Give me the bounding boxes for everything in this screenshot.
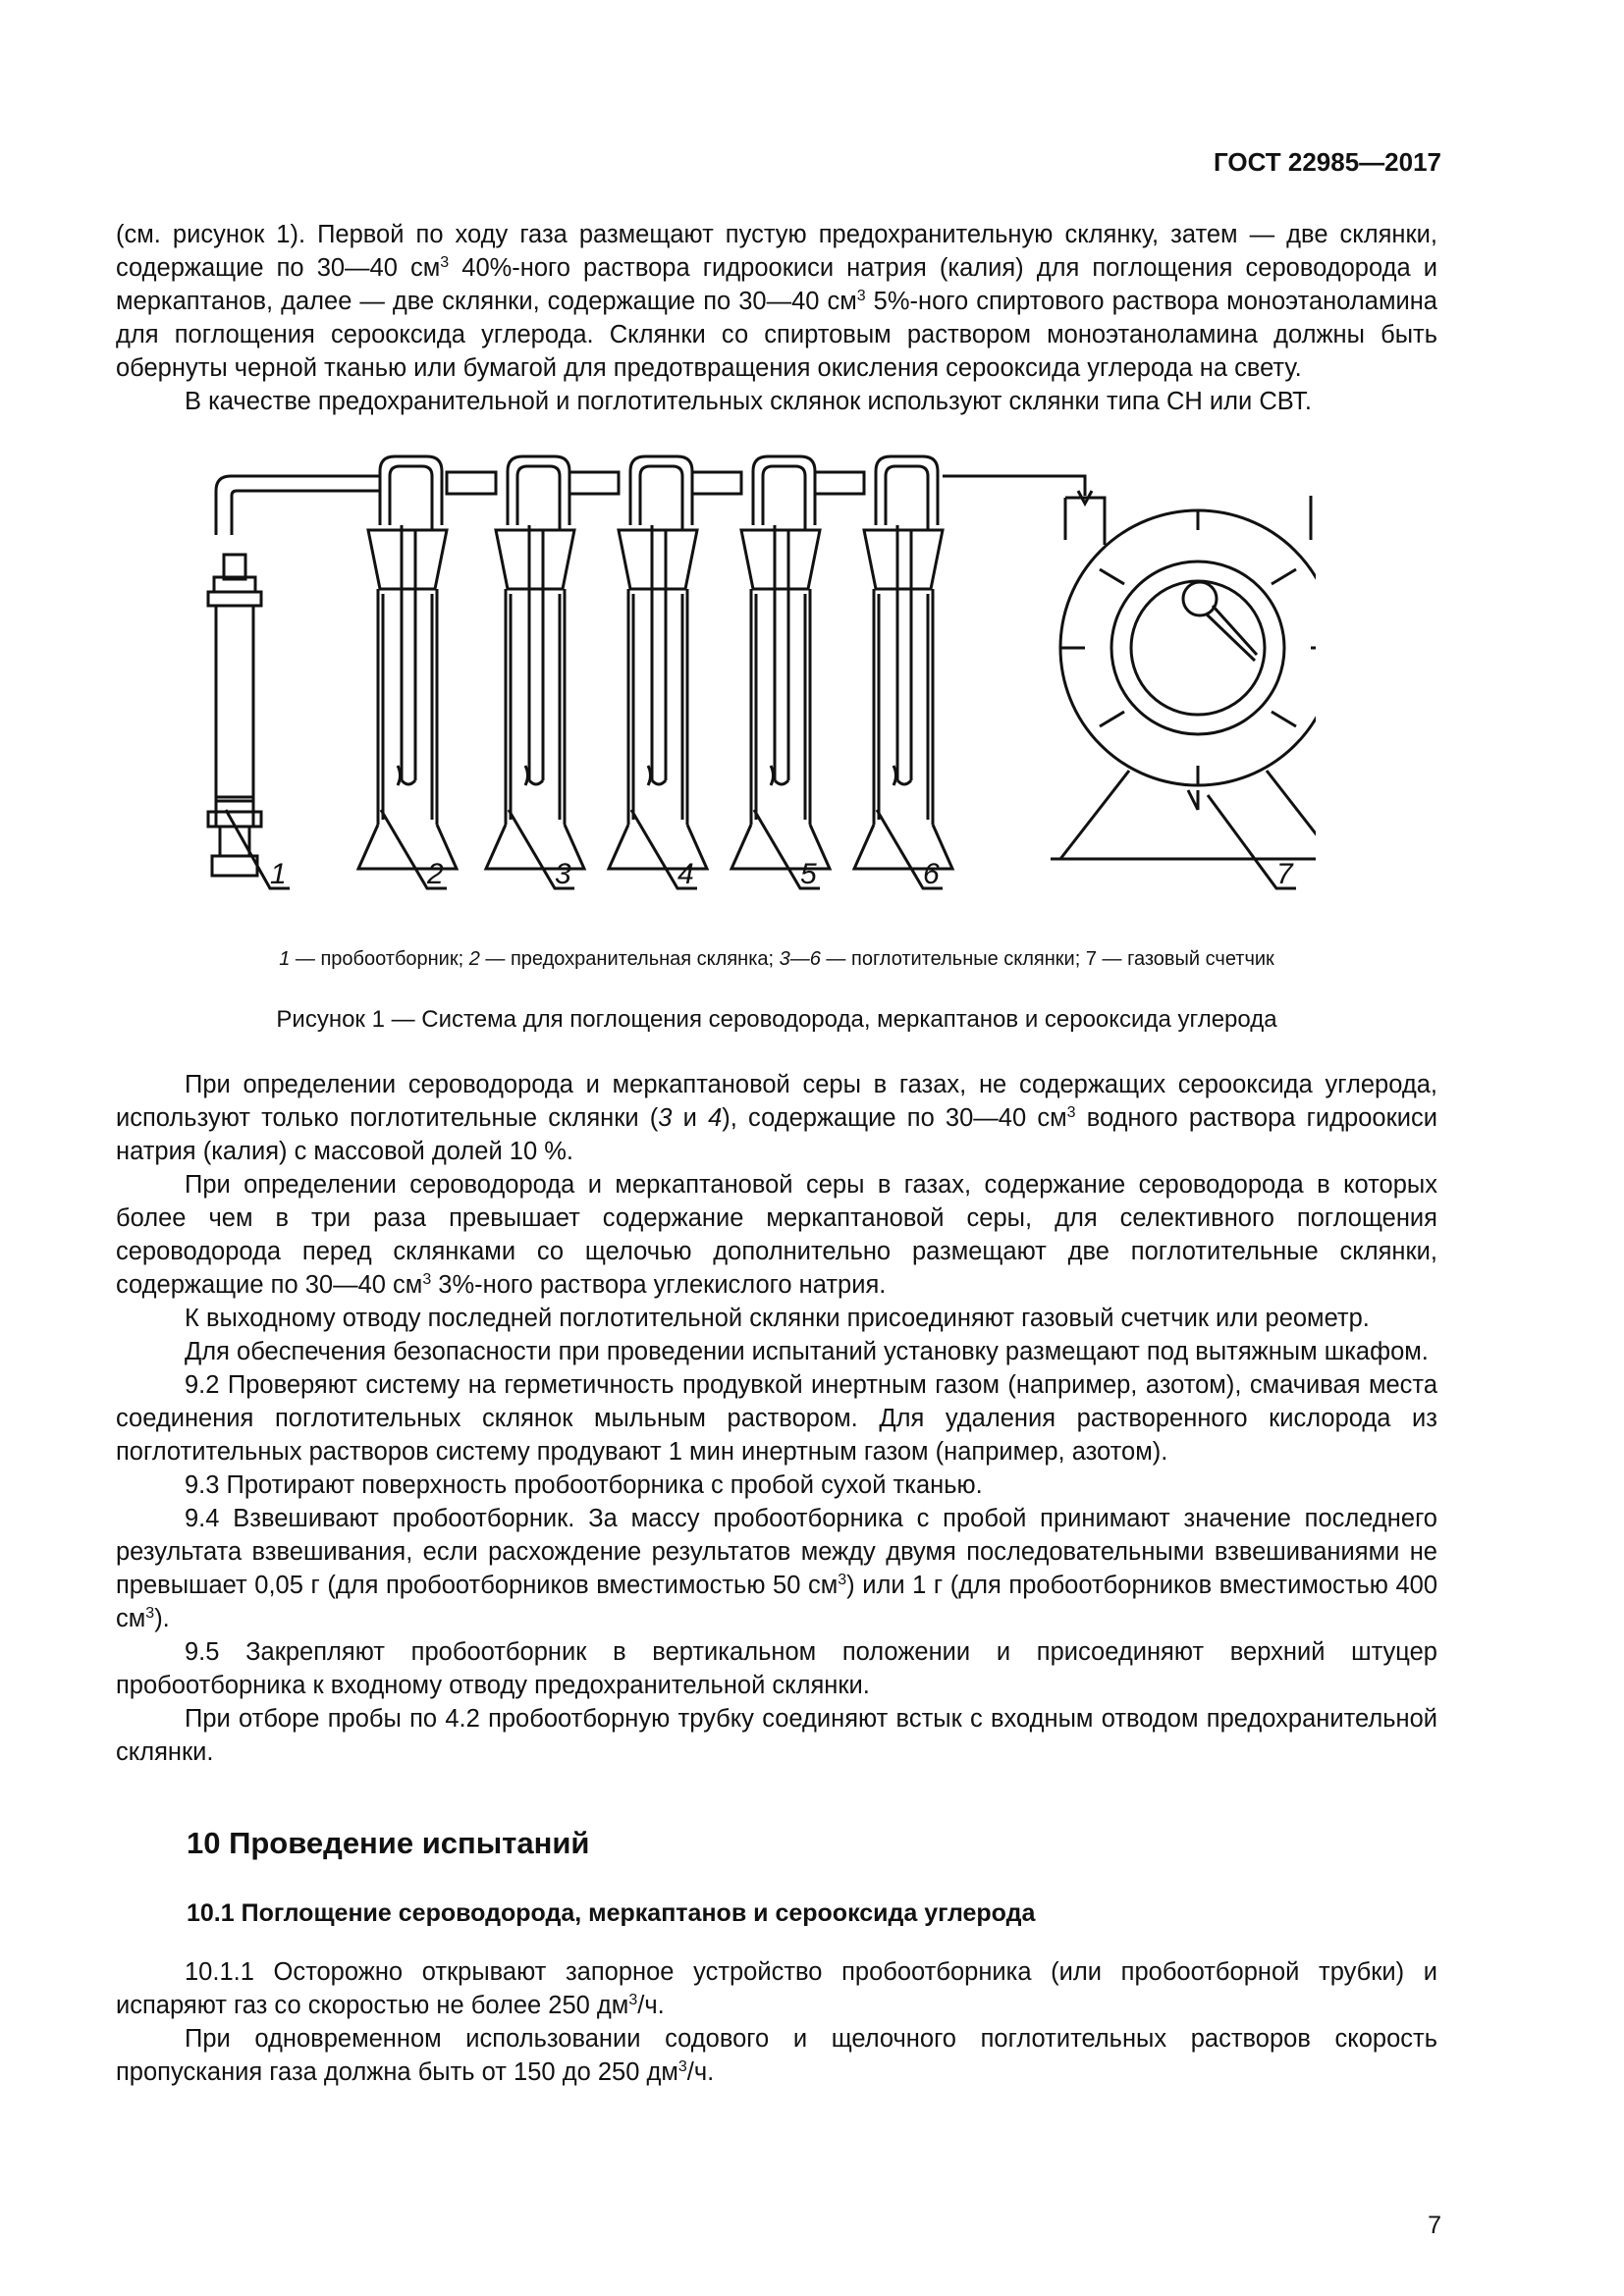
intro-text	[116, 218, 1437, 418]
intro-paragraph: (см. рисунок 1). Первой по ходу газа размещают пустую предохранительную склянку, затем — две склянки, содержащие по 30—40 $см^3$ 40%-ного раствора гидроокиси натрия (калия) для поглощения сероводорода и меркаптанов, далее — две склянки, содержащие по 30—40 $см^3$ 5%-ного спиртового раствора моноэтаноламина для поглощения серооксида углерода. Склянки со спиртовым раствором моноэтаноламина должны быть обернуты черной тканью или бумагой для предотвращения окисления серооксида углерода на свету.	[116, 221, 1437, 382]
document-header: ГОСТ 22985—2017	[1214, 147, 1441, 177]
gas-meter	[1051, 454, 1316, 859]
section-heading: 10 Проведение испытаний	[187, 1826, 590, 1860]
section-text	[116, 1955, 1437, 2089]
paragraph: При одновременном использовании содового и щелочного поглотительных растворов скорость пропускания газа должна быть от 150 до 250 $дм^3/ч$.	[116, 2025, 1437, 2086]
paragraph: 9.2 Проверяют систему на герметичность продувкой инертным газом (например, азотом), смачивая места соединения поглотительных склянок мыльным раствором. Для удаления растворенного кислорода из поглотительных растворов систему продувают 1 мин инертным газом (например, азотом).	[116, 1371, 1437, 1466]
paragraph: При определении сероводорода и меркаптановой серы в газах, не содержащих серооксида углерода, используют только поглотительные склянки (3 и 4), содержащие по 30—40 $см^3$ водного раствора гидроокиси натрия (калия) с массовой долей 10 %.	[116, 1071, 1437, 1165]
paragraph: 10.1.1 Осторожно открывают запорное устройство пробоотборника (или пробоотборной трубки) и испаряют газ со скоростью не более 250 $дм^3/ч$.	[116, 1958, 1437, 2019]
page-number: 7	[1428, 2212, 1441, 2239]
intro-paragraph-2: В качестве предохранительной и поглотительных склянок используют склянки типа СН или СВТ.	[185, 388, 1312, 415]
subsection-heading: 10.1 Поглощение сероводорода, меркаптанов и серооксида углерода	[187, 1899, 1036, 1927]
figure-label-2: 2	[427, 858, 444, 890]
paragraph: 9.3 Протирают поверхность пробоотборника с пробой сухой тканью.	[185, 1471, 983, 1499]
paragraph: 9.5 Закрепляют пробоотборник в вертикальном положении и присоединяют верхний штуцер пробоотборника к входному отводу предохранительной склянки.	[116, 1638, 1437, 1699]
absorption-system-figure	[157, 437, 1316, 928]
bottle-5	[731, 456, 830, 869]
figure-label-7: 7	[1276, 858, 1293, 890]
figure-label-1: 1	[270, 858, 287, 890]
figure-label-4: 4	[677, 858, 694, 890]
figure-drawing	[208, 454, 1316, 888]
paragraph: Для обеспечения безопасности при проведении испытаний установку размещают под вытяжным шкафом.	[185, 1338, 1429, 1365]
bottle-2	[358, 456, 457, 869]
figure-label-5: 5	[800, 858, 817, 890]
bottle-4	[609, 456, 707, 869]
figure-label-6: 6	[923, 858, 940, 890]
bottle-3	[486, 456, 584, 869]
bottle-6	[854, 456, 952, 869]
figure-label-3: 3	[555, 858, 571, 890]
paragraph: 9.4 Взвешивают пробоотборник. За массу пробоотборника с пробой принимают значение последнего результата взвешивания, если расхождение результатов между двумя последовательными взвешиваниями не превышает 0,05 г (для пробоотборников вместимостью 50 $см^3$) или 1 г (для пробоотборников вместимостью 400 $см^3$).	[116, 1505, 1438, 1632]
paragraph: К выходному отводу последней поглотительной склянки присоединяют газовый счетчик или реометр.	[185, 1305, 1370, 1332]
figure-caption: Рисунок 1 — Система для поглощения сероводорода, меркаптанов и серооксида углерода	[276, 1006, 1277, 1033]
paragraph: При отборе пробы по 4.2 пробоотборную трубку соединяют встык с входным отводом предохранительной склянки.	[116, 1705, 1437, 1766]
body-text	[116, 1068, 1437, 1769]
figure-legend: 1 — пробоотборник; 2 — предохранительная склянка; 3—6 — поглотительные склянки; 7 — газовый счетчик	[279, 948, 1274, 970]
paragraph: При определении сероводорода и меркаптановой серы в газах, содержание сероводорода в которых более чем в три раза превышает содержание меркаптановой серы, для селективного поглощения сероводорода перед склянками со щелочью дополнительно размещают две поглотительные склянки, содержащие по 30—40 $см^3$ 3%-ного раствора углекислого натрия.	[116, 1171, 1437, 1299]
